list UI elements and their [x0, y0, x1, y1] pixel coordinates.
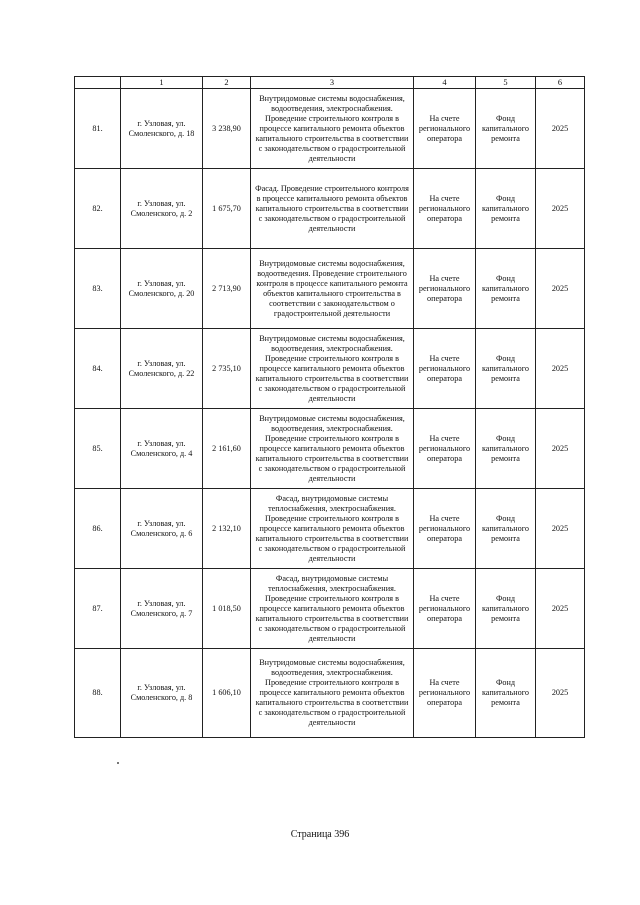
row-number-cell: 82. [75, 169, 121, 249]
work-description-cell: Внутридомовые системы водоснабжения, водоотведения. Проведение строительного контроля в процессе капитального ремонта объектов капитального строительства в соответствии с законодательством о градостроительной деятельности [251, 249, 414, 329]
cost-cell: 2 132,10 [203, 489, 251, 569]
address-cell: г. Узловая, ул. Смоленского, д. 22 [121, 329, 203, 409]
row-number-cell: 83. [75, 249, 121, 329]
year-cell: 2025 [536, 89, 585, 169]
account-method-cell: На счете регионального оператора [414, 89, 476, 169]
header-cell-4: 4 [414, 77, 476, 89]
account-method-cell: На счете регионального оператора [414, 569, 476, 649]
address-cell: г. Узловая, ул. Смоленского, д. 8 [121, 649, 203, 738]
year-cell: 2025 [536, 329, 585, 409]
account-method-cell: На счете регионального оператора [414, 649, 476, 738]
table-row [75, 169, 585, 249]
cost-cell: 1 018,50 [203, 569, 251, 649]
table-row [75, 89, 585, 169]
row-number-cell: 81. [75, 89, 121, 169]
year-cell: 2025 [536, 169, 585, 249]
table-body [75, 77, 585, 738]
header-cell-6: 6 [536, 77, 585, 89]
header-cell-2: 2 [203, 77, 251, 89]
year-cell: 2025 [536, 249, 585, 329]
funding-source-cell: Фонд капитального ремонта [476, 569, 536, 649]
row-number-cell: 85. [75, 409, 121, 489]
cost-cell: 1 675,70 [203, 169, 251, 249]
funding-source-cell: Фонд капитального ремонта [476, 89, 536, 169]
account-method-cell: На счете регионального оператора [414, 409, 476, 489]
cost-cell: 2 713,90 [203, 249, 251, 329]
work-description-cell: Фасад. Проведение строительного контроля в процессе капитального ремонта объектов капитального строительства в соответствии с законодательством о градостроительной деятельности [251, 169, 414, 249]
funding-source-cell: Фонд капитального ремонта [476, 649, 536, 738]
table-row [75, 329, 585, 409]
work-description-cell: Внутридомовые системы водоснабжения, водоотведения, электроснабжения. Проведение строительного контроля в процессе капитального ремонта объектов капитального строительства в соответствии с законодательством о градостроительной деятельности [251, 409, 414, 489]
table-row [75, 489, 585, 569]
address-cell: г. Узловая, ул. Смоленского, д. 20 [121, 249, 203, 329]
address-cell: г. Узловая, ул. Смоленского, д. 18 [121, 89, 203, 169]
row-number-cell: 84. [75, 329, 121, 409]
work-description-cell: Фасад, внутридомовые системы теплоснабжения, электроснабжения. Проведение строительного контроля в процессе капитального ремонта объектов капитального строительства в соответствии с законодательством о градостроительной деятельности [251, 489, 414, 569]
funding-source-cell: Фонд капитального ремонта [476, 249, 536, 329]
account-method-cell: На счете регионального оператора [414, 329, 476, 409]
year-cell: 2025 [536, 569, 585, 649]
year-cell: 2025 [536, 649, 585, 738]
address-cell: г. Узловая, ул. Смоленского, д. 2 [121, 169, 203, 249]
cost-cell: 3 238,90 [203, 89, 251, 169]
year-cell: 2025 [536, 489, 585, 569]
funding-source-cell: Фонд капитального ремонта [476, 409, 536, 489]
scan-speck [117, 762, 119, 764]
table-row [75, 409, 585, 489]
cost-cell: 2 161,60 [203, 409, 251, 489]
address-cell: г. Узловая, ул. Смоленского, д. 6 [121, 489, 203, 569]
account-method-cell: На счете регионального оператора [414, 489, 476, 569]
work-description-cell: Внутридомовые системы водоснабжения, водоотведения, электроснабжения. Проведение строительного контроля в процессе капитального ремонта объектов капитального строительства в соответствии с законодательством о градостроительной деятельности [251, 89, 414, 169]
cost-cell: 2 735,10 [203, 329, 251, 409]
row-number-cell: 88. [75, 649, 121, 738]
header-cell-empty [75, 77, 121, 89]
account-method-cell: На счете регионального оператора [414, 249, 476, 329]
page-number: Страница 396 [290, 829, 350, 840]
account-method-cell: На счете регионального оператора [414, 169, 476, 249]
funding-source-cell: Фонд капитального ремонта [476, 329, 536, 409]
funding-source-cell: Фонд капитального ремонта [476, 489, 536, 569]
work-description-cell: Внутридомовые системы водоснабжения, водоотведения, электроснабжения. Проведение строительного контроля в процессе капитального ремонта объектов капитального строительства в соответствии с законодательством о градостроительной деятельности [251, 329, 414, 409]
work-description-cell: Фасад, внутридомовые системы теплоснабжения, электроснабжения. Проведение строительного контроля в процессе капитального ремонта объектов капитального строительства в соответствии с законодательством о градостроительной деятельности [251, 569, 414, 649]
year-cell: 2025 [536, 409, 585, 489]
table-row [75, 569, 585, 649]
header-cell-5: 5 [476, 77, 536, 89]
address-cell: г. Узловая, ул. Смоленского, д. 7 [121, 569, 203, 649]
funding-source-cell: Фонд капитального ремонта [476, 169, 536, 249]
row-number-cell: 87. [75, 569, 121, 649]
cost-cell: 1 606,10 [203, 649, 251, 738]
table-row [75, 649, 585, 738]
header-cell-3: 3 [251, 77, 414, 89]
table-row [75, 249, 585, 329]
row-number-cell: 86. [75, 489, 121, 569]
column-number-header-row [75, 77, 585, 89]
address-cell: г. Узловая, ул. Смоленского, д. 4 [121, 409, 203, 489]
repair-schedule-table [74, 76, 585, 738]
work-description-cell: Внутридомовые системы водоснабжения, водоотведения, электроснабжения. Проведение строительного контроля в процессе капитального ремонта объектов капитального строительства в соответствии с законодательством о градостроительной деятельности [251, 649, 414, 738]
header-cell-1: 1 [121, 77, 203, 89]
